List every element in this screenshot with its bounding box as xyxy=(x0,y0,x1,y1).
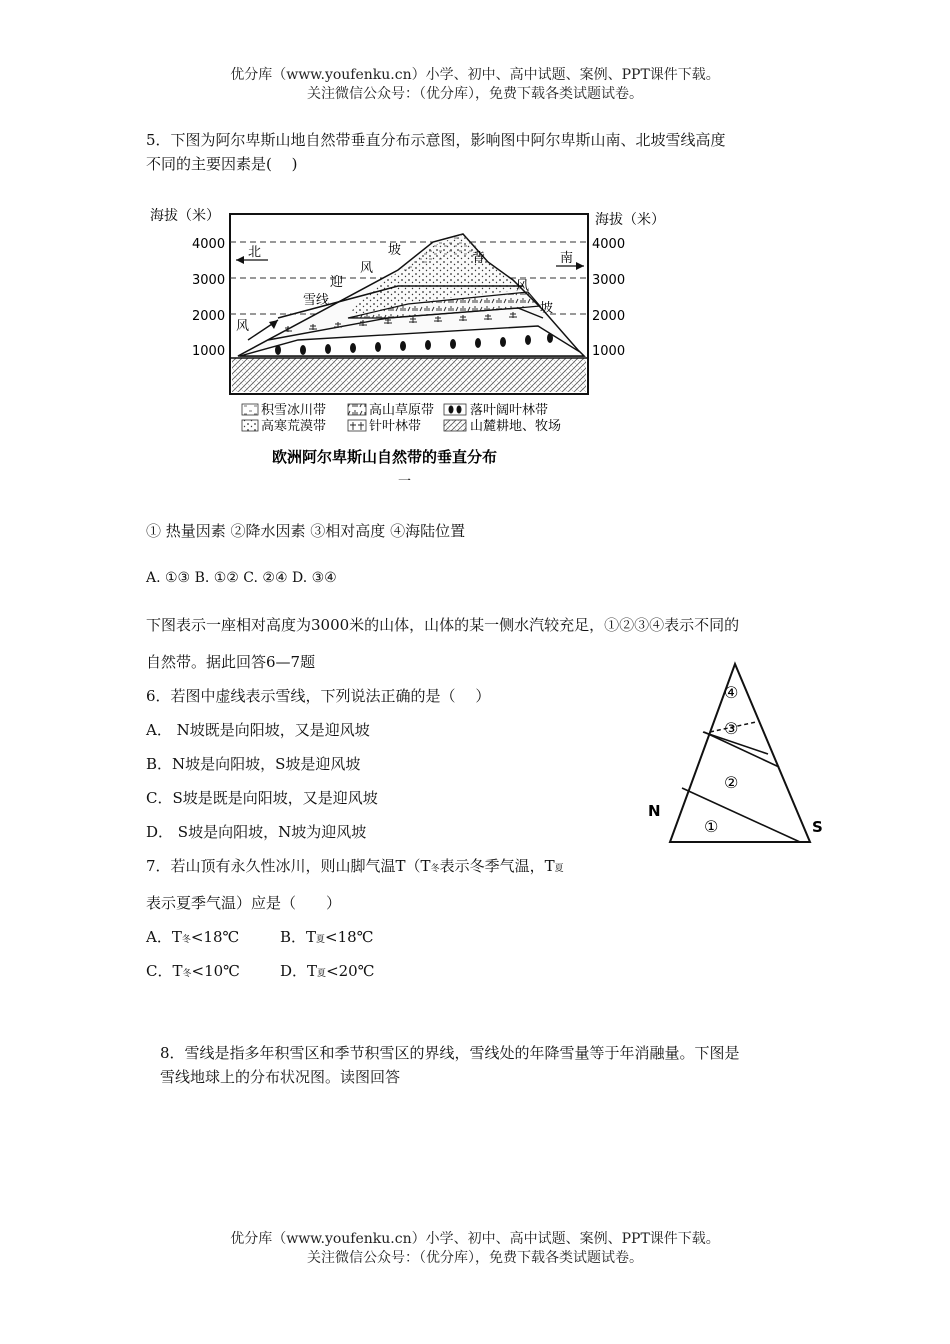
q7-option-d xyxy=(280,961,375,984)
south-label: 南 xyxy=(560,251,574,266)
north-label: 北 xyxy=(248,245,262,260)
header-line-1: 优分库（www.youfenku.cn）小学、初中、高中试题、案例、PPT课件下载。 xyxy=(230,67,720,83)
right-axis-title: 海拔（米） xyxy=(595,212,665,228)
zone-4-label: ④ xyxy=(724,683,739,702)
q5-stem-line1: 5．下图为阿尔卑斯山地自然带垂直分布示意图，影响图中阿尔卑斯山南、北坡雪线高度 xyxy=(146,131,726,149)
q5-factor-options: ① 热量因素 ②降水因素 ③相对高度 ④海陆位置 xyxy=(146,522,466,540)
q7-d-sub: 夏 xyxy=(317,969,327,979)
base-farmland-zone xyxy=(232,358,586,392)
figure-legend xyxy=(242,402,561,434)
q6-option-d: D． S坡是向阳坡，N坡为迎风坡 xyxy=(146,823,367,841)
q6-option-c: C．S坡是既是向阳坡，又是迎风坡 xyxy=(146,789,378,807)
q7-option-c xyxy=(146,961,240,984)
q7-stem-line2: 表示夏季气温）应是（ ） xyxy=(146,894,342,912)
q7-a-value: <18℃ xyxy=(190,928,240,946)
tick-1000-right: 1000 xyxy=(592,344,626,359)
zone-3-label: ③ xyxy=(724,719,739,738)
q7-b-value: <18℃ xyxy=(325,928,374,946)
figure1-caption: 欧洲阿尔卑斯山自然带的垂直分布 xyxy=(272,448,498,466)
q6-option-a: A． N坡既是向阳坡，又是迎风坡 xyxy=(146,721,370,739)
mountain-triangle-figure xyxy=(640,656,840,856)
q7-c-value: <10℃ xyxy=(191,962,240,980)
q7-c-sub: 冬 xyxy=(182,969,192,979)
q7-sub-winter: 冬 xyxy=(430,864,440,874)
q8-stem-line1: 8．雪线是指多年积雪区和季节积雪区的界线，雪线处的年降雪量等于年消融量。下图是 xyxy=(160,1044,740,1062)
figure1-dash-mark: 一 xyxy=(398,474,412,489)
legend-alpine-meadow: 高山草原带 xyxy=(369,403,435,418)
windward-char-3: 风 xyxy=(360,261,374,276)
q7-stem-line1 xyxy=(146,856,564,879)
q7-d-value: <20℃ xyxy=(326,962,375,980)
q6-option-b: B．N坡是向阳坡，S坡是迎风坡 xyxy=(146,755,361,773)
header-line-2: 关注微信公众号：（优分库），免费下载各类试题试卷。 xyxy=(307,86,643,102)
snowline-label: 雪线 xyxy=(303,293,330,308)
legend-deciduous-forest: 落叶阔叶林带 xyxy=(470,403,549,418)
tick-3000-left: 3000 xyxy=(192,273,226,288)
alps-zonation-figure xyxy=(148,200,665,500)
legend-alpine-desert: 高寒荒漠带 xyxy=(261,419,327,434)
tick-2000-right: 2000 xyxy=(592,309,626,324)
q7-option-a xyxy=(146,927,239,950)
leeward-char-1: 坡 xyxy=(388,243,402,258)
windward-char-2: 迎 xyxy=(330,275,344,290)
q7-a-sub: 冬 xyxy=(181,935,191,945)
n-slope-label: N xyxy=(648,802,661,820)
q67-intro-line2: 自然带。据此回答6—7题 xyxy=(146,653,316,671)
tick-2000-left: 2000 xyxy=(192,309,226,324)
q6-stem: 6．若图中虚线表示雪线，下列说法正确的是（ ） xyxy=(146,687,491,705)
s-slope-label: S xyxy=(812,818,823,836)
q7-option-b xyxy=(280,927,373,950)
legend-farmland-pasture: 山麓耕地、牧场 xyxy=(470,419,562,434)
leeward-char-2: 背 xyxy=(472,251,486,266)
q7-stem-mid: 表示冬季气温，T xyxy=(439,857,555,875)
q7-b-sub: 夏 xyxy=(316,935,326,945)
legend-snow-glacier: 积雪冰川带 xyxy=(261,403,327,418)
q7-stem-pre: 7．若山顶有永久性冰川，则山脚气温T（T xyxy=(146,857,431,875)
footer-line-2: 关注微信公众号：（优分库），免费下载各类试题试卷。 xyxy=(307,1250,643,1266)
tick-1000-left: 1000 xyxy=(192,344,226,359)
zone-1-label: ① xyxy=(704,817,719,836)
windward-char-1: 风 xyxy=(236,319,250,334)
q7-d-prefix: D．T xyxy=(280,962,318,980)
tick-4000-left: 4000 xyxy=(192,237,226,252)
q8-stem-line2: 雪线地球上的分布状况图。读图回答 xyxy=(160,1068,401,1086)
q7-sub-summer: 夏 xyxy=(554,864,564,874)
q7-b-prefix: B．T xyxy=(280,928,317,946)
footer-line-1: 优分库（www.youfenku.cn）小学、初中、高中试题、案例、PPT课件下载。 xyxy=(230,1231,720,1247)
zone-2-label: ② xyxy=(724,773,739,792)
q7-a-prefix: A．T xyxy=(146,928,182,946)
leeward-char-3: 风 xyxy=(516,279,530,294)
legend-coniferous-forest: 针叶林带 xyxy=(369,419,422,434)
q5-answer-choices: A. ①③ B. ①② C. ②④ D. ③④ xyxy=(146,570,337,586)
q67-intro-line1: 下图表示一座相对高度为3000米的山体，山体的某一侧水汽较充足，①②③④表示不同的 xyxy=(146,616,740,634)
leeward-char-4: 坡 xyxy=(540,301,554,316)
tick-3000-right: 3000 xyxy=(592,273,626,288)
q7-c-prefix: C．T xyxy=(146,962,183,980)
tick-4000-right: 4000 xyxy=(592,237,626,252)
left-axis-title: 海拔（米） xyxy=(150,208,220,224)
q5-stem-line2: 不同的主要因素是( ) xyxy=(146,155,298,173)
